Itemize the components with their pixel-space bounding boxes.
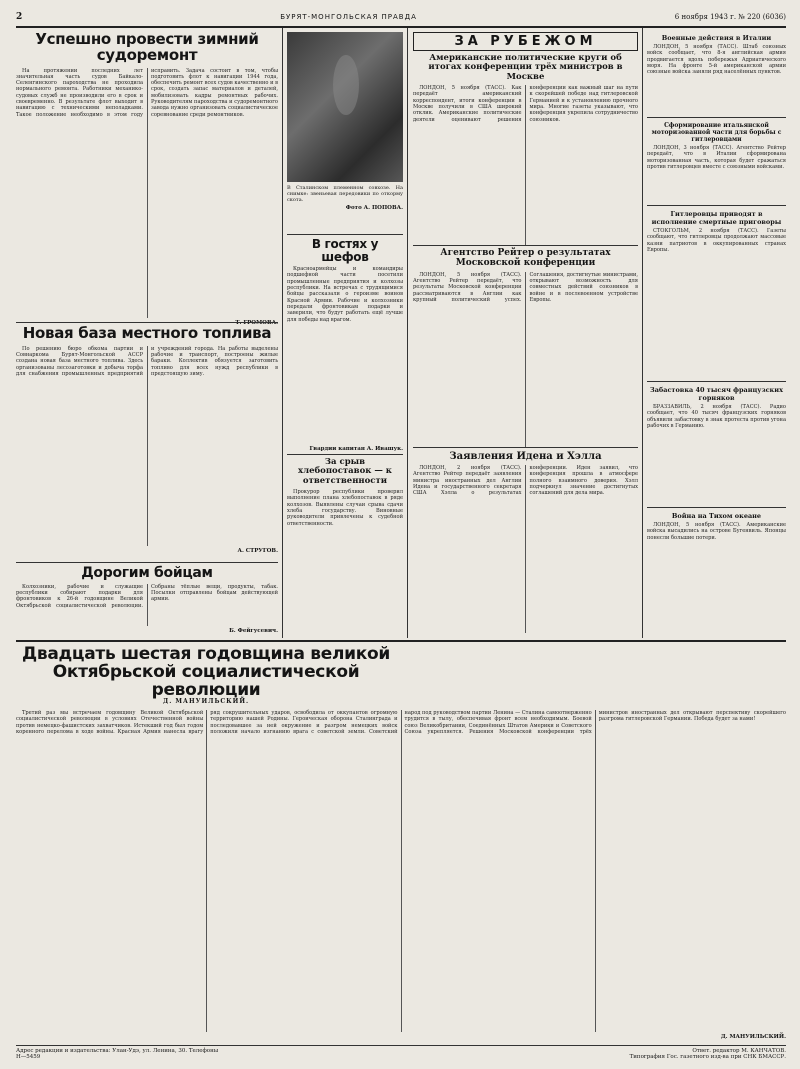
article-body: Третий раз мы встречаем годовщину Великой Октябрьской социалистической революции в условиях Отечественной войны против немецко-фашистских захватчиков. Истекший год был годом коренного перелома в ходе войны. Красная Армия нанесла врагу ряд сокрушительных ударов, освободила от оккупантов огромную территорию нашей Родины. Героическая оборона Сталинграда и последовавшее за ней окружение и разгром немецких войск положили начало изгнанию врага с советской земли. Советский народ под руководством партии Ленина — Сталина самоотверженно трудится в тылу, обеспечивая фронт всем необходимым. Боевой союз Великобритании, Соединённых Штатов Америки и Советского Союза укрепляется. Решения Московской конференции трёх министров иностранных дел открывают перспективу скорейшего разгрома гитлеровской Германии. Победа будет за нами! bbox=[16, 710, 786, 735]
print-code: Н—5459 bbox=[16, 1054, 41, 1060]
article-soldiers bbox=[16, 566, 278, 638]
article-title: Дорогим бойцам bbox=[81, 565, 213, 581]
newspaper-page bbox=[16, 10, 786, 1060]
rule bbox=[413, 245, 638, 246]
article-title: Заявления Идена и Хэлла bbox=[449, 451, 602, 462]
signature: Гвардии капитан А. Ивашук. bbox=[309, 446, 403, 453]
article-body: На протяжении последних лет значительная часть судов Байкало-Селенгинского пароходства не проходила нормального ремонта. Работники механико-судовых служб не производили его в срок и своевременно. В результате флот выходит в навигацию с техническими неполадками. Такое положение необходимо в этом году исправить. Задача состоит в том, чтобы подготовить флот к навигации 1944 года, обеспечить ремонт всех судов качественно и в срок, создать запас материалов и деталей, мобилизовать кадры ремонтных рабочих. Руководителям пароходства и судоремонтного завода нужно организовать социалистическое соревнование среди ремонтников. bbox=[16, 67, 278, 118]
page-number: 2 bbox=[16, 12, 23, 22]
photo-caption-block bbox=[287, 185, 403, 231]
article-anniversary bbox=[16, 710, 786, 1032]
abroad-rubric bbox=[413, 32, 638, 48]
article-title: Забастовка 40 тысяч французских горняков bbox=[650, 386, 783, 402]
article-fuel bbox=[16, 326, 278, 558]
rule bbox=[647, 205, 786, 206]
printer-line: Типография Гос. газетного изд-ва при СНК БМАССР. bbox=[629, 1054, 786, 1060]
article-title: Американские политические круги об итогах конференции трёх министров в Москве bbox=[428, 53, 623, 82]
rule bbox=[647, 117, 786, 118]
article-body: СТОКГОЛЬМ, 2 ноября (ТАСС). Газеты сообщают, что гитлеровцы продолжают массовые казни патриотов в оккупированных странах Европы. bbox=[647, 228, 786, 253]
article-body: Колхозники, рабочие и служащие республики собирают подарки для фронтовиков к 26-й годовщине Великой Октябрьской социалистической революции. Собраны тёплые вещи, продукты, табак. Посылки отправлены бойцам действующей армии. bbox=[16, 583, 278, 609]
article-grain bbox=[287, 458, 403, 638]
anniversary-byline-block bbox=[136, 698, 276, 708]
rule bbox=[16, 562, 278, 563]
signature: Т. ГРОМОВА. bbox=[235, 319, 278, 326]
footer bbox=[16, 1045, 786, 1060]
editorial-address: Адрес редакции и издательства: Улан-Удэ, ул. Ленина, 30. Телефоны bbox=[16, 1048, 219, 1054]
rule bbox=[413, 447, 638, 448]
article-hitlerites bbox=[647, 208, 786, 378]
article-repair bbox=[16, 30, 278, 326]
byline: Д. МАНУИЛЬСКИЙ. bbox=[162, 698, 250, 705]
article-body: Прокурор республики проверил выполнение плана хлебопоставок в ряде колхозов. Выявлены случаи срыва сдачи хлеба государству. Виновные руководители привлечены к судебной ответственности. bbox=[287, 489, 403, 527]
article-body: БРАЗЗАВИЛЬ, 2 ноября (ТАСС). Радио сообщает, что 40 тысяч французских горняков объявили забастовку в знак протеста против угона рабочих в Германию. bbox=[647, 404, 786, 429]
issue-date: 6 ноября 1943 г. № 220 (6036) bbox=[674, 13, 786, 21]
rule bbox=[16, 322, 278, 323]
photo bbox=[287, 32, 403, 182]
rule bbox=[287, 454, 403, 455]
article-body: ЛОНДОН, 5 ноября (ТАСС). Американские войска высадились на острове Бугенвиль. Японцы понесли большие потери. bbox=[647, 522, 786, 541]
photo-image bbox=[287, 32, 403, 182]
article-pacific bbox=[647, 510, 786, 638]
article-body: ЛОНДОН, 3 ноября (ТАСС). Агентство Рейтер передаёт, что в Италии сформирована моторизованная часть, которая будет сражаться против гитлеровцев вместе с союзными войсками. bbox=[647, 145, 786, 170]
rule bbox=[647, 381, 786, 382]
rule bbox=[287, 234, 403, 235]
article-strikes bbox=[647, 384, 786, 504]
article-title: Гитлеровцы приводят в исполнение смертные приговоры bbox=[651, 210, 782, 226]
masthead bbox=[16, 10, 786, 28]
article-reuters bbox=[413, 249, 638, 444]
rule bbox=[647, 507, 786, 508]
abroad-header: ЗА РУБЕЖОМ bbox=[413, 32, 638, 51]
article-body: ЛОНДОН, 2 ноября (ТАСС). Агентство Рейтер передаёт заявления министра иностранных дел Англии Идена и государственного секретаря США Хэлла о результатах конференции. Иден заявил, что конференция прошла в атмосфере полного взаимного доверия. Хэлл подчеркнул значение достигнутых соглашений для дела мира. bbox=[413, 465, 638, 497]
article-title: Новая база местного топлива bbox=[22, 324, 272, 342]
photo-caption: В Сталинском племенном совхозе. На снимке: звеньевая передовики по откорму скота. bbox=[287, 185, 403, 203]
article-title: В гостях у шефов bbox=[311, 237, 379, 264]
article-title: За срыв хлебопоставок — к ответственности bbox=[298, 457, 392, 486]
article-american bbox=[413, 54, 638, 242]
section-divider bbox=[16, 640, 786, 642]
article-title: Война на Тихом океане bbox=[671, 512, 762, 520]
article-body: ЛОНДОН, 5 ноября (ТАСС). Как передаёт американский корреспондент, итоги конференции в Москве получили в США широкий отклик. Американские политические деятели оценивают решения конференции как важный шаг на пути к скорейшей победе над гитлеровской Германией и к установлению прочного мира. Многие газеты указывают, что конференция укрепила сотрудничество союзников. bbox=[413, 85, 638, 123]
photo-credit: Фото А. ПОПОВА. bbox=[345, 205, 403, 211]
article-guests bbox=[287, 237, 403, 453]
article-title: Сформирование итальянской моторизованной части для борьбы с гитлеровцами bbox=[651, 122, 782, 143]
article-body: Красноармейцы и командиры подшефной части посетили промышленные предприятия и колхозы республики. На встречах с трудящимися бойцы рассказали о героизме воинов Красной Армии. Рабочие и колхозники передали фронтовикам подарки и заверили, что будут работать ещё лучше для победы над врагом. bbox=[287, 266, 403, 323]
article-title: Военные действия в Италии bbox=[661, 34, 772, 42]
article-body: ЛОНДОН, 5 ноября (ТАСС). Агентство Рейтер передаёт, что результаты Московской конференции рассматриваются в Англии как крупный политический успех. Соглашения, достигнутые министрами, открывают возможность для совместных действий союзников в войне и в послевоенном устройстве Европы. bbox=[413, 271, 638, 303]
article-body: ЛОНДОН, 5 ноября (ТАСС). Штаб союзных войск сообщает, что 8-я английская армия продвигается вдоль побережья Адриатического моря. На фронте 5-й американской армии союзные войска заняли ряд населённых пунктов. bbox=[647, 44, 786, 76]
signature: Д. МАНУИЛЬСКИЙ. bbox=[720, 1034, 786, 1040]
article-title: Двадцать шестая годовщина великой Октябрьской социалистической революции bbox=[22, 644, 390, 700]
article-eden-hull bbox=[413, 451, 638, 638]
article-title: Агентство Рейтер о результатах Московской конференции bbox=[440, 248, 611, 268]
article-italy bbox=[647, 32, 786, 114]
anniversary-signature-block bbox=[656, 1032, 786, 1042]
article-title: Успешно провести зимний судоремонт bbox=[35, 30, 259, 64]
column-rule bbox=[282, 28, 283, 638]
article-body: По решению бюро обкома партии и Совнаркома Бурят-Монгольской АССР создана новая база местного топлива. Здесь организованы лесозаготовки и добыча торфа для снабжения промышленных предприятий и учреждений города. На работы выделены рабочие и транспорт, построены жилые бараки. Коллектив обязуется заготовить топливо для всех нужд республики в предстоящую зиму. bbox=[16, 345, 278, 377]
anniversary-headline bbox=[16, 644, 396, 700]
article-formations bbox=[647, 120, 786, 202]
signature: А. СТРУГОВ. bbox=[237, 547, 278, 554]
editor-line: Ответ. редактор М. КАНЧАТОВ. bbox=[692, 1048, 786, 1054]
column-rule bbox=[407, 28, 408, 638]
column-rule bbox=[642, 28, 643, 638]
paper-name: БУРЯТ-МОНГОЛЬСКАЯ ПРАВДА bbox=[280, 13, 417, 21]
signature: Б. Фейгусевич. bbox=[229, 627, 278, 634]
